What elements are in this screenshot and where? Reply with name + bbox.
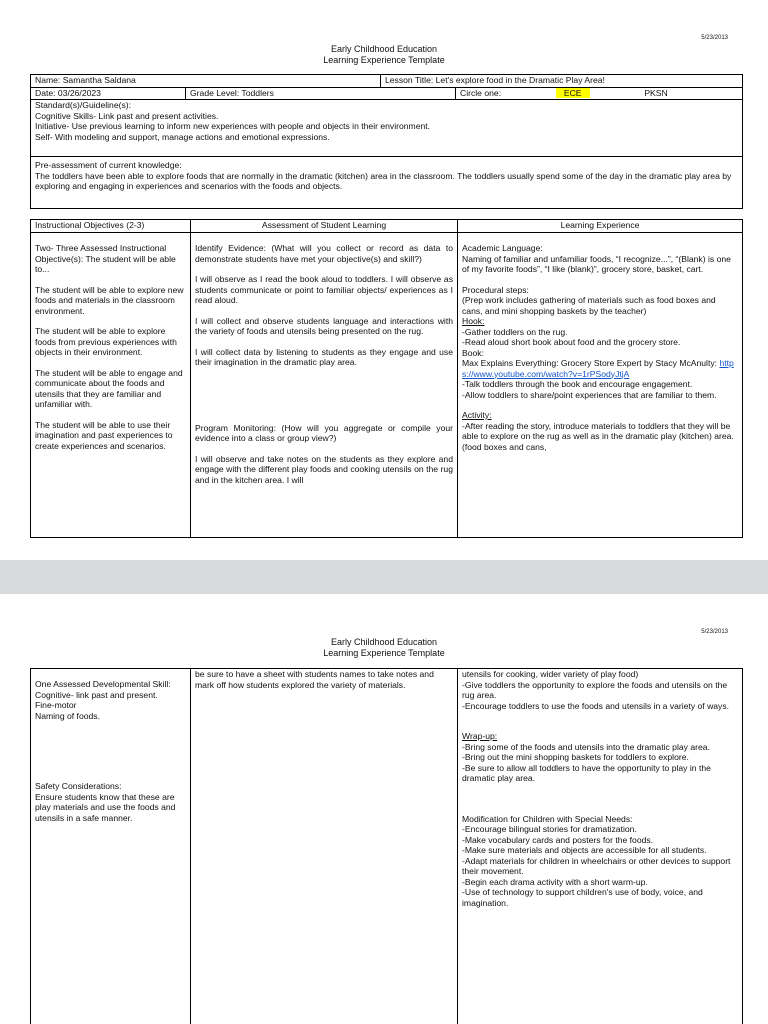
assessment-cell — [191, 233, 458, 538]
wrap-up-line: -Bring out the mini shopping baskets for toddlers to explore. — [462, 752, 689, 762]
assessment-paragraph: I will observe and take notes on the students as they explore and engage with the different play foods and cooking utensils on the rug and in the kitchen area. I will — [195, 453, 453, 485]
objectives-cell — [31, 233, 191, 538]
activity-heading: Activity: — [462, 410, 492, 420]
assessment-header: Assessment of Student Learning — [191, 220, 458, 233]
modification-line: -Begin each drama activity with a short warm-up. — [462, 876, 648, 887]
safety-heading: Safety Considerations: — [35, 781, 122, 791]
objectives-table — [30, 219, 743, 538]
skill-heading: One Assessed Developmental Skill: — [35, 679, 171, 689]
assessment-paragraph: I will collect data by listening to students as they engage and use their imagination in the dramatic play area. — [195, 346, 453, 367]
objective-item: The student will be able to explore foods from previous experiences with objects in their environment. — [35, 326, 177, 357]
book-text: Max Explains Everything: Grocery Store Expert by Stacy McAnulty: — [462, 358, 718, 368]
experience-continued-cell — [458, 669, 743, 1024]
circle-one-label: Circle one: — [460, 88, 502, 98]
modification-line: -Adapt materials for children in wheelchairs or other devices to support their movement. — [462, 855, 731, 876]
activity-line: -Encourage toddlers to use the foods and utensils in a variety of ways. — [462, 700, 730, 711]
identify-evidence: Identify Evidence: (What will you collect or record as data to demonstrate students have met your objective(s) and skill?) — [195, 243, 453, 264]
wrap-up-line: -Be sure to allow all toddlers to have the opportunity to play in the dramatic play area. — [462, 762, 711, 783]
standards-heading: Standard(s)/Guideline(s): — [35, 100, 132, 110]
name-cell: Name: Samantha Saldana — [31, 75, 381, 88]
continued-table — [30, 668, 743, 1024]
objective-item: The student will be able to engage and communicate about the foods and utensils that they are familiar and unfamiliar with. — [35, 367, 183, 409]
safety-text: Ensure students know that these are play materials and use the foods and utensils in a safe manner. — [35, 791, 176, 823]
procedural-heading: Procedural steps: — [462, 284, 529, 295]
skill-line: Cognitive- link past and present. — [35, 689, 158, 700]
procedural-text: (Prep work includes gathering of materials such as food boxes and cans, and mini shopping baskets by the teacher) — [462, 295, 716, 316]
standard-line: Cognitive Skills- Link past and present activities. — [35, 110, 219, 121]
preassessment-text: The toddlers have been able to explore foods that are normally in the dramatic (kitchen) area in the classroom. The toddlers usually spend some of the day in the dramatic play area by exploring and engaging in experiences and scenarios with the foods and objects. — [35, 170, 732, 191]
standard-line: Self- With modeling and support, manage actions and emotional expressions. — [35, 131, 330, 142]
hook-line: -Gather toddlers on the rug. — [462, 326, 568, 337]
lesson-title-cell: Lesson Title: Let's explore food in the Dramatic Play Area! — [381, 75, 743, 88]
book-link[interactable]: https://www.youtube.com/watch?v=1rPSodyJtjA — [462, 358, 734, 379]
academic-language-heading: Academic Language: — [462, 243, 543, 253]
grade-level-cell: Grade Level: Toddlers — [186, 88, 456, 100]
assessment-continued-text: be sure to have a sheet with students names to take notes and mark off how students explored the variety of materials. — [195, 669, 434, 690]
assessment-paragraph: I will collect and observe students language and interactions with the variety of foods and utensils being presented on the rug. — [195, 315, 453, 336]
skill-line: Naming of foods. — [35, 710, 100, 721]
circle-one-cell — [456, 88, 743, 100]
hook-heading: Hook: — [462, 316, 485, 326]
modification-line: -Make vocabulary cards and posters for the foods. — [462, 834, 654, 845]
program-monitoring: Program Monitoring: (How will you aggregate or compile your evidence into a class or group view?) — [195, 422, 453, 443]
academic-language-text: Naming of familiar and unfamiliar foods, “I recognize...”, “(Blank) is one of my favorite foods”, “I like (blank)”, grocery store, basket, cart. — [462, 253, 731, 274]
modification-line: -Encourage bilingual stories for dramatization. — [462, 824, 637, 834]
book-reference — [462, 358, 738, 379]
book-label: Book: — [462, 347, 484, 358]
modification-line: -Use of technology to support children's use of body, voice, and imagination. — [462, 887, 703, 908]
wrap-up-heading: Wrap-up: — [462, 731, 498, 741]
activity-text: -After reading the story, introduce materials to toddlers that they will be able to explore on the rug as well as in the dramatic play (kitchen) area. (food boxes and cans, — [462, 420, 734, 452]
ece-option: ECE — [556, 88, 590, 98]
document-subtitle: Learning Experience Template — [323, 55, 445, 65]
header-table — [30, 74, 743, 209]
hook-line: -Allow toddlers to share/point experiences that are familiar to them. — [462, 389, 717, 400]
hook-line: -Talk toddlers through the book and encourage engagement. — [462, 379, 693, 389]
experience-header: Learning Experience — [458, 220, 743, 233]
document-subtitle: Learning Experience Template — [323, 648, 445, 658]
modification-line: -Make sure materials and objects are accessible for all students. — [462, 845, 707, 855]
skills-cell — [31, 669, 191, 1024]
objective-item: The student will be able to use their imagination and past experiences to create experiences and scenarios. — [35, 419, 173, 451]
assessment-continued-cell — [191, 669, 458, 1024]
skill-line: Fine-motor — [35, 700, 77, 710]
standards-cell — [31, 100, 743, 157]
document-title: Early Childhood Education — [330, 44, 438, 54]
preassessment-cell — [31, 157, 743, 209]
assessment-paragraph: I will observe as I read the book aloud to toddlers. I will observe as students communicate or point to familiar objects/ experiences as I read aloud. — [195, 274, 453, 305]
preassessment-heading: Pre-assessment of current knowledge: — [35, 160, 182, 170]
objective-item: The student will be able to explore new foods and materials in the classroom environment. — [35, 284, 184, 316]
date-cell: Date: 03/26/2023 — [31, 88, 186, 100]
experience-cell — [458, 233, 743, 538]
activity-line: utensils for cooking, wider variety of play food) — [462, 669, 639, 679]
standard-line: Initiative- Use previous learning to inform new experiences with people and objects in their environment. — [35, 121, 431, 131]
objectives-header: Instructional Objectives (2-3) — [31, 220, 191, 233]
objective-intro: Two- Three Assessed Instructional Objective(s): The student will be able to... — [35, 243, 176, 274]
page-date: 5/23/2013 — [701, 629, 728, 635]
modification-heading: Modification for Children with Special Needs: — [462, 813, 633, 824]
pksn-option: PKSN — [644, 88, 668, 98]
wrap-up-line: -Bring some of the foods and utensils into the dramatic play area. — [462, 741, 710, 752]
document-page-2 — [0, 594, 768, 1024]
hook-line: -Read aloud short book about food and the grocery store. — [462, 337, 681, 347]
activity-line: -Give toddlers the opportunity to explore the foods and utensils on the rug area. — [462, 679, 728, 700]
document-title: Early Childhood Education — [330, 637, 438, 647]
page-date: 5/23/2013 — [701, 35, 728, 41]
